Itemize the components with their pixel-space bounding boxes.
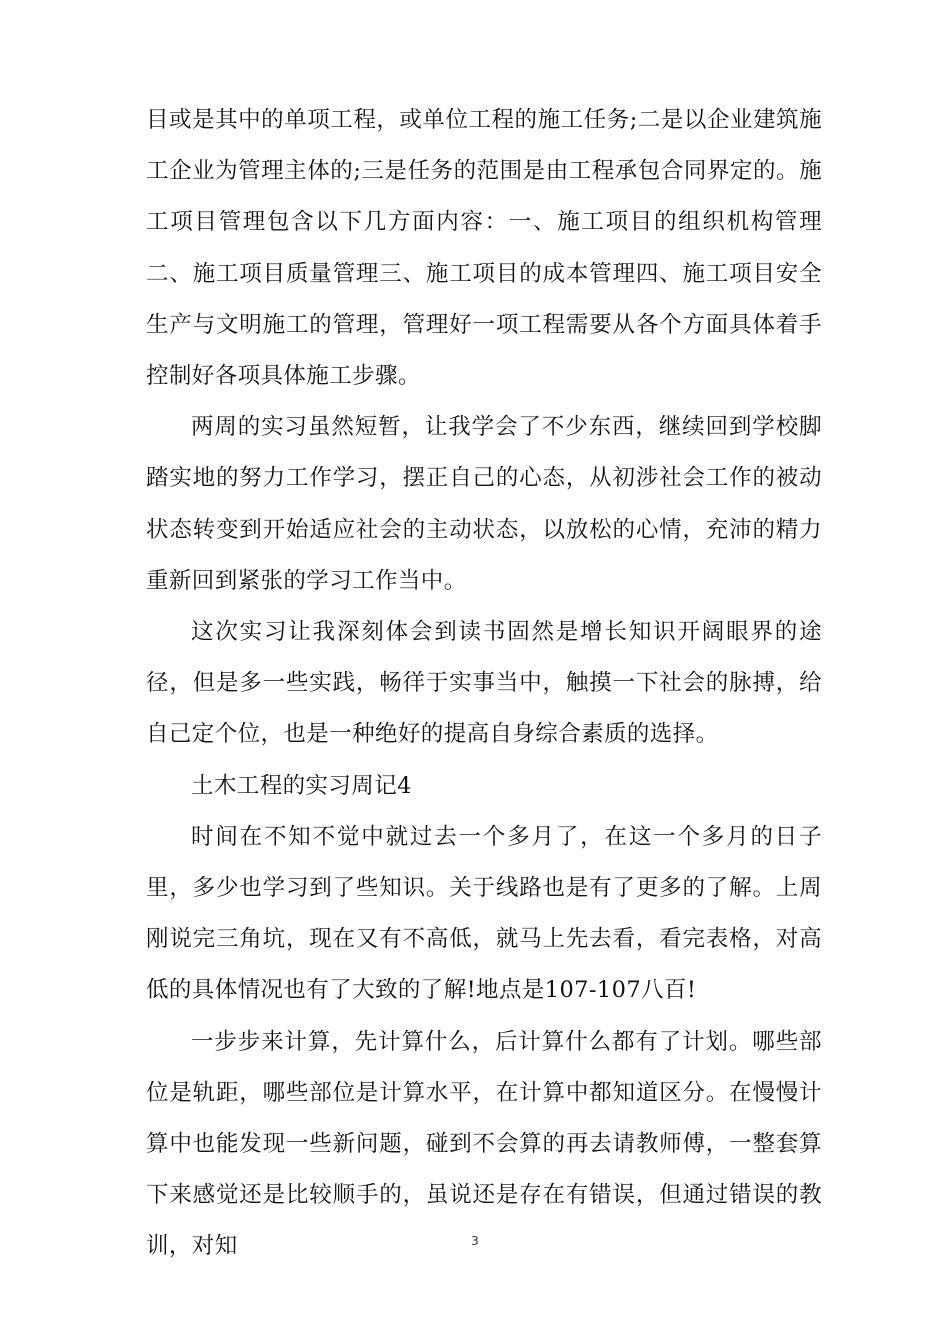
section-heading: 土木工程的实习周记4 — [191, 772, 412, 799]
page-number: 3 — [471, 1234, 479, 1248]
document-body — [146, 95, 822, 1273]
paragraph-5: 一步步来计算，先计算什么，后计算什么都有了计划。哪些部位是轨距，哪些部位是计算水平，在计算中都知道区分。在慢慢计算中也能发现一些新问题，碰到不会算的再去请教师傅，一整套算下来感觉还是比较顺手的，虽说还是存在有错误，但通过错误的教训，对知 — [146, 1028, 822, 1260]
paragraph-4: 时间在不知不觉中就过去一个多月了，在这一个多月的日子里，多少也学习到了些知识。关于线路也是有了更多的了解。上周刚说完三角坑，现在又有不高低，就马上先去看，看完表格，对高低的具体情况也有了大致的了解!地点是107-107八百! — [146, 823, 822, 1004]
paragraph-2: 两周的实习虽然短暂，让我学会了不少东西，继续回到学校脚踏实地的努力工作学习，摆正自己的心态，从初涉社会工作的被动状态转变到开始适应社会的主动状态，以放松的心情，充沛的精力重新回到紧张的学习工作当中。 — [146, 414, 822, 594]
paragraph-1: 目或是其中的单项工程，或单位工程的施工任务;二是以企业建筑施工企业为管理主体的;三是任务的范围是由工程承包合同界定的。施工项目管理包含以下几方面内容：一、施工项目的组织机构管理二、施工项目质量管理三、施工项目的成本管理四、施工项目安全生产与文明施工的管理，管理好一项工程需要从各个方面具体着手控制好各项具体施工步骤。 — [146, 107, 822, 390]
paragraph-3: 这次实习让我深刻体会到读书固然是增长知识开阔眼界的途径，但是多一些实践，畅徉于实事当中，触摸一下社会的脉搏，给自己定个位，也是一种绝好的提高自身综合素质的选择。 — [146, 619, 822, 748]
